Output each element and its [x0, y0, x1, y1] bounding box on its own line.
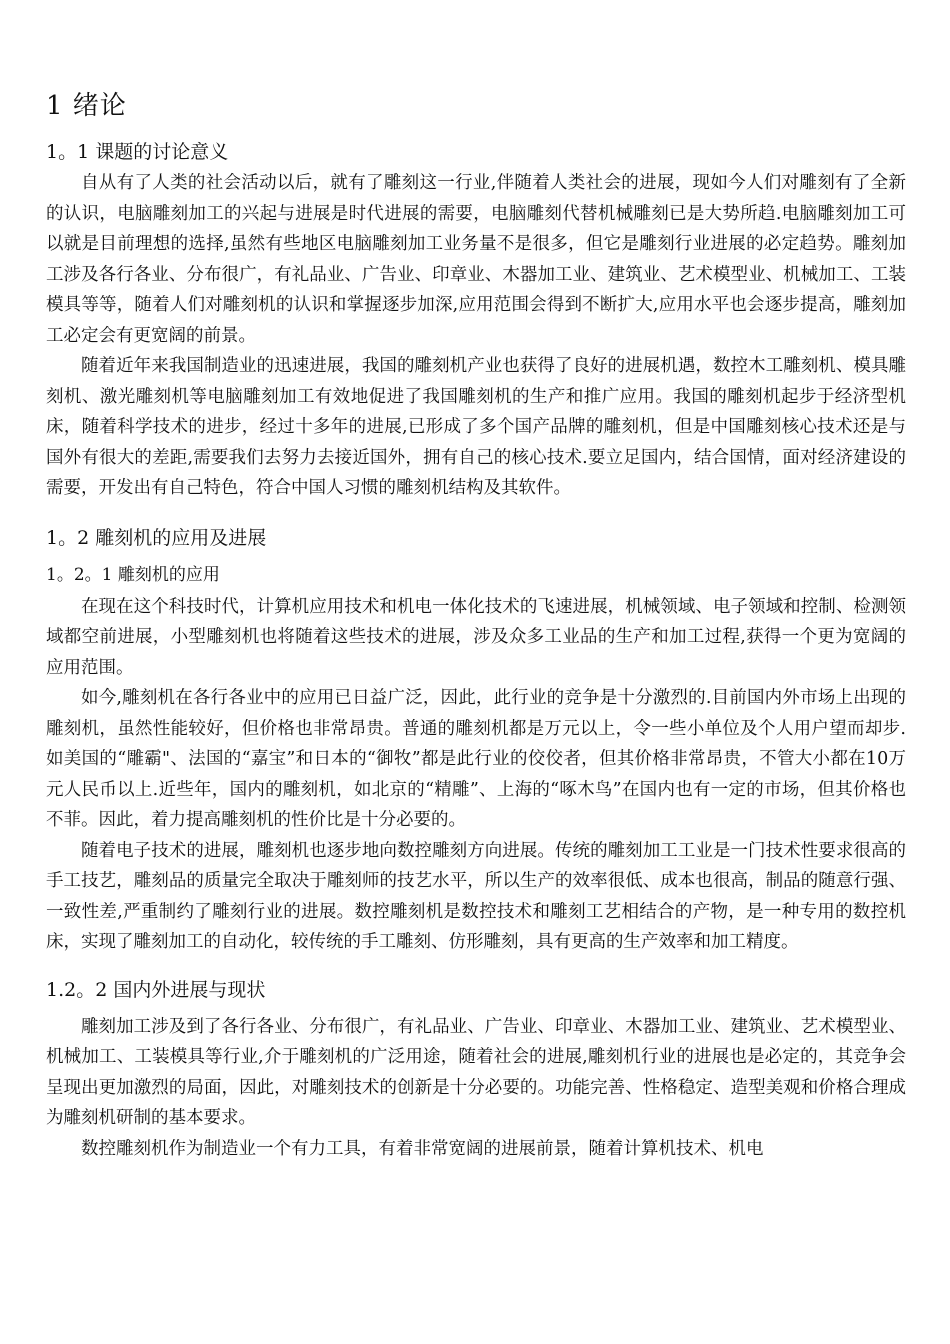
- paragraph: 雕刻加工涉及到了各行各业、分布很广，有礼品业、广告业、印章业、木器加工业、建筑业、艺术模型业、机械加工、工装模具等行业,介于雕刻机的广泛用途，随着社会的进展,雕刻机行业的进展也是必定的，其竞争会呈现出更加激烈的局面，因此，对雕刻技术的创新是十分必要的。功能完善、性格稳定、造型美观和价格合理成为雕刻机研制的基本要求。: [46, 1016, 906, 1128]
- paragraph: 随着电子技术的进展，雕刻机也逐步地向数控雕刻方向进展。传统的雕刻加工工业是一门技术性要求很高的手工技艺，雕刻品的质量完全取决于雕刻师的技艺水平，所以生产的效率很低、成本也很高，制品的随意行强、一致性差,严重制约了雕刻行业的进展。数控雕刻机是数控技术和雕刻工艺相结合的产物，是一种专用的数控机床，实现了雕刻加工的自动化，较传统的手工雕刻、仿形雕刻，具有更高的生产效率和加工精度。: [46, 840, 906, 952]
- paragraph: 数控雕刻机作为制造业一个有力工具，有着非常宽阔的进展前景，随着计算机技术、机电: [81, 1138, 764, 1159]
- subsection-title-1-2-2: 1.2。2 国内外进展与现状: [46, 978, 266, 1001]
- subsection-title-1-2-1: 1。2。1 雕刻机的应用: [46, 564, 220, 585]
- section-title-1-1: 1。1 课题的讨论意义: [46, 141, 229, 163]
- chapter-title: 1 绪论: [46, 91, 127, 121]
- document-page: [46, 88, 906, 1164]
- section-title-1-2: 1。2 雕刻机的应用及进展: [46, 526, 267, 549]
- paragraph: 如今,雕刻机在各行各业中的应用已日益广泛，因此，此行业的竞争是十分激烈的.目前国内外市场上出现的雕刻机，虽然性能较好，但价格也非常昂贵。普通的雕刻机都是万元以上，令一些小单位及个人用户望而却步.如美国的“雕霸"、法国的“嘉宝”和日本的“御牧”都是此行业的佼佼者，但其价格非常昂贵，不管大小都在10万元人民币以上.近些年，国内的雕刻机，如北京的“精雕”、上海的“啄木鸟”在国内也有一定的市场，但其价格也不菲。因此，着力提高雕刻机的性价比是十分必要的。: [46, 688, 906, 830]
- paragraph: 在现在这个科技时代，计算机应用技术和机电一体化技术的飞速进展，机械领域、电子领域和控制、检测领域都空前进展，小型雕刻机也将随着这些技术的进展，涉及众多工业品的生产和加工过程,获得一个更为宽阔的应用范围。: [46, 596, 906, 678]
- paragraph: 自从有了人类的社会活动以后，就有了雕刻这一行业,伴随着人类社会的进展，现如今人们对雕刻有了全新的认识，电脑雕刻加工的兴起与进展是时代进展的需要，电脑雕刻代替机械雕刻已是大势所趋.电脑雕刻加工可以就是目前理想的选择,虽然有些地区电脑雕刻加工业务量不是很多，但它是雕刻行业进展的必定趋势。雕刻加工涉及各行各业、分布很广，有礼品业、广告业、印章业、木器加工业、建筑业、艺术模型业、机械加工、工装模具等等，随着人们对雕刻机的认识和掌握逐步加深,应用范围会得到不断扩大,应用水平也会逐步提高，雕刻加工必定会有更宽阔的前景。: [46, 173, 906, 346]
- paragraph: 随着近年来我国制造业的迅速进展，我国的雕刻机产业也获得了良好的进展机遇，数控木工雕刻机、模具雕刻机、激光雕刻机等电脑雕刻加工有效地促进了我国雕刻机的生产和推广应用。我国的雕刻机起步于经济型机床，随着科学技术的进步，经过十多年的进展,已形成了多个国产品牌的雕刻机，但是中国雕刻核心技术还是与国外有很大的差距,需要我们去努力去接近国外，拥有自己的核心技术.要立足国内，结合国情，面对经济建设的需要，开发出有自己特色，符合中国人习惯的雕刻机结构及其软件。: [46, 356, 906, 498]
